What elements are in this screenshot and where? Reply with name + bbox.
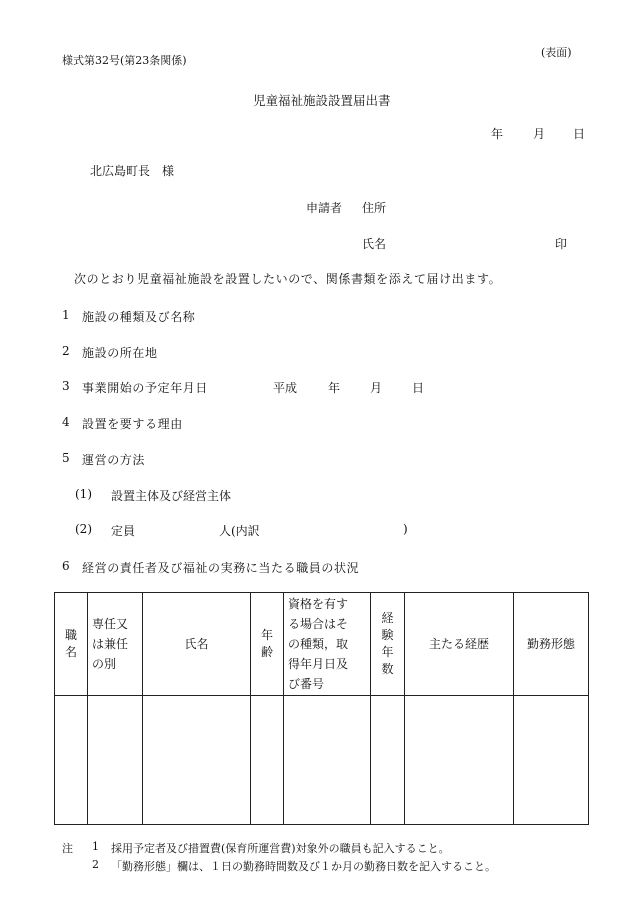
header-years-experience: 経 験 年 数 xyxy=(371,593,405,696)
header-position: 職 名 xyxy=(55,593,88,696)
applicant-name-label: 氏名 xyxy=(362,237,387,251)
header-age: 年 齢 xyxy=(251,593,284,696)
item-text: 事業開始の予定年月日 xyxy=(82,381,209,395)
item-text: 施設の所在地 xyxy=(82,346,158,360)
cell-years-experience[interactable] xyxy=(371,696,405,825)
header-fulltime-parttime: 専任又 は兼任 の別 xyxy=(88,593,143,696)
item-text: 経営の責任者及び福祉の実務に当たる職員の状況 xyxy=(82,561,360,575)
note-text: 採用予定者及び措置費(保育所運営費)対象外の職員も記入すること。 xyxy=(111,842,450,855)
sub-item-number: (1) xyxy=(75,487,92,501)
staff-table xyxy=(54,592,589,825)
addressee: 北広島町長 様 xyxy=(90,164,175,178)
side-label: (表面) xyxy=(541,46,572,59)
start-date-era: 平成 xyxy=(273,381,298,395)
header-name: 氏名 xyxy=(143,593,251,696)
start-date-year: 年 xyxy=(328,381,341,395)
document-title: 児童福祉施設設置届出書 xyxy=(253,93,391,108)
cell-name[interactable] xyxy=(143,696,251,825)
item-text: 設置を要する理由 xyxy=(82,417,183,431)
cell-fulltime-parttime[interactable] xyxy=(88,696,143,825)
cell-qualification[interactable] xyxy=(284,696,371,825)
sub-item-number: (2) xyxy=(75,522,92,536)
intro-text: 次のとおり児童福祉施設を設置したいので、関係書類を添えて届け出ます。 xyxy=(74,272,502,286)
item-number: 1 xyxy=(62,308,70,322)
item-number: 4 xyxy=(62,415,70,429)
cell-position[interactable] xyxy=(55,696,88,825)
table-header-row xyxy=(55,593,589,696)
date-day: 日 xyxy=(573,127,586,141)
note-number: 1 xyxy=(92,840,99,853)
applicant-address-label: 住所 xyxy=(362,201,387,215)
capacity-close-paren: ) xyxy=(403,522,408,536)
notes-label: 注 xyxy=(62,842,73,855)
item-number: 6 xyxy=(62,559,70,573)
cell-career[interactable] xyxy=(405,696,514,825)
start-date-month: 月 xyxy=(370,381,383,395)
item-number: 3 xyxy=(62,379,70,393)
note-text: 「勤務形態」欄は、１日の勤務時間数及び１か月の勤務日数を記入すること。 xyxy=(111,860,496,873)
cell-age[interactable] xyxy=(251,696,284,825)
sub-item-text: 設置主体及び経営主体 xyxy=(111,489,232,503)
date-month: 月 xyxy=(533,127,546,141)
header-work-pattern: 勤務形態 xyxy=(514,593,589,696)
header-qualification: 資格を有す る場合はそ の種類，取 得年月日及 び番号 xyxy=(284,593,371,696)
date-year: 年 xyxy=(491,127,504,141)
table-row xyxy=(55,696,589,825)
form-number: 様式第32号(第23条関係) xyxy=(62,54,187,67)
cell-work-pattern[interactable] xyxy=(514,696,589,825)
item-text: 運営の方法 xyxy=(82,453,146,467)
capacity-unit: 人(内訳 xyxy=(219,524,260,538)
seal-mark: 印 xyxy=(555,237,568,251)
header-career: 主たる経歴 xyxy=(405,593,514,696)
item-text: 施設の種類及び名称 xyxy=(82,310,196,324)
item-number: 5 xyxy=(62,451,70,465)
start-date-day: 日 xyxy=(412,381,425,395)
item-number: 2 xyxy=(62,344,70,358)
applicant-label: 申請者 xyxy=(306,201,343,215)
note-number: 2 xyxy=(92,858,99,871)
sub-item-text: 定員 xyxy=(111,524,136,538)
